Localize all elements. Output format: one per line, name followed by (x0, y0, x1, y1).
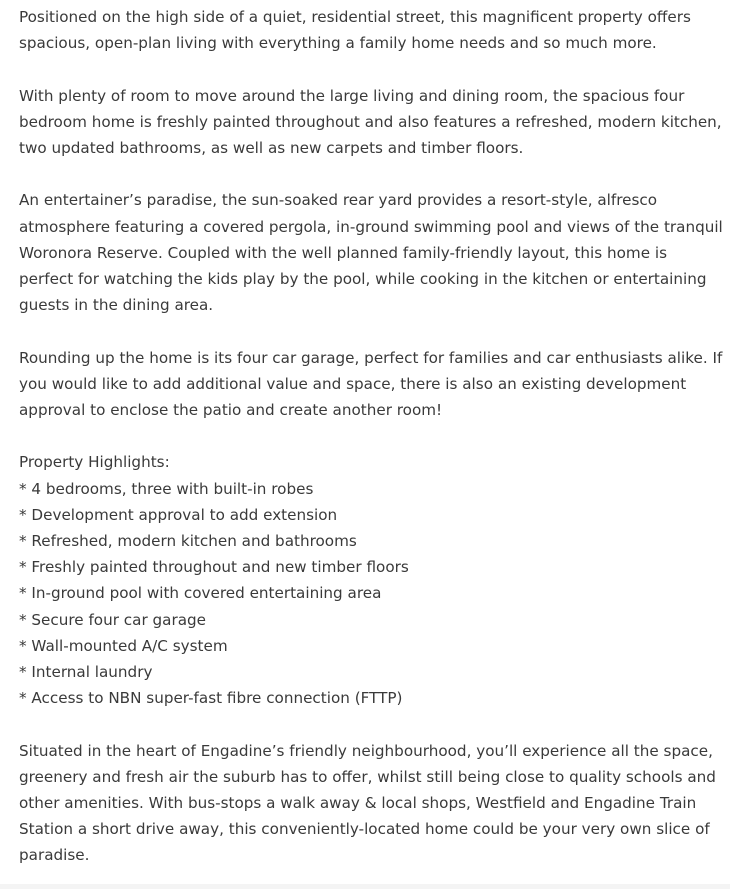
page-bottom-divider (0, 884, 730, 889)
description-paragraph-garage: Rounding up the home is its four car garage, perfect for families and car enthusiasts alike. If you would like to add additional value and space, there is also an existing development approval to enclose the patio and create another room! (19, 348, 723, 419)
highlight-item: * In-ground pool with covered entertaining area (19, 584, 382, 603)
property-highlights (19, 449, 724, 711)
description-paragraph-intro: Positioned on the high side of a quiet, residential street, this magnificent property offers spacious, open-plan living with everything a family home needs and so much more. (19, 8, 691, 53)
description-paragraph-entertaining: An entertainer’s paradise, the sun-soaked rear yard provides a resort-style, alfresco atmosphere featuring a covered pergola, in-ground swimming pool and views of the tranquil Woronora Reserve. Coupled with the well planned family-friendly layout, this home is perfect for watching the kids play by the pool, while cooking in the kitchen or entertaining guests in the dining area. (19, 191, 723, 315)
highlight-item: * Access to NBN super-fast fibre connection (FTTP) (19, 689, 403, 708)
property-description (19, 4, 724, 895)
highlight-item: * Refreshed, modern kitchen and bathrooms (19, 532, 357, 550)
highlight-item: * Freshly painted throughout and new timber floors (19, 558, 409, 577)
highlight-item: * Secure four car garage (19, 610, 207, 629)
highlight-item: * 4 bedrooms, three with built-in robes (19, 479, 314, 498)
description-paragraph-closing: Situated in the heart of Engadine’s friendly neighbourhood, you’ll experience all the space, greenery and fresh air the suburb has to offer, whilst still being close to quality schools and other amenities. With bus-stops a walk away & local shops, Westfield and Engadine Train Station a short drive away, this conveniently-located home could be your very own slice of paradise. (19, 741, 716, 865)
highlight-item: * Development approval to add extension (19, 505, 338, 524)
description-paragraph-living: With plenty of room to move around the large living and dining room, the spacious four bedroom home is freshly painted throughout and also features a refreshed, modern kitchen, two updated bathrooms, as well as new carpets and timber floors. (19, 86, 722, 157)
highlight-item: * Wall-mounted A/C system (19, 636, 228, 655)
highlight-item: * Internal laundry (19, 663, 153, 682)
highlights-heading: Property Highlights: (19, 453, 170, 472)
